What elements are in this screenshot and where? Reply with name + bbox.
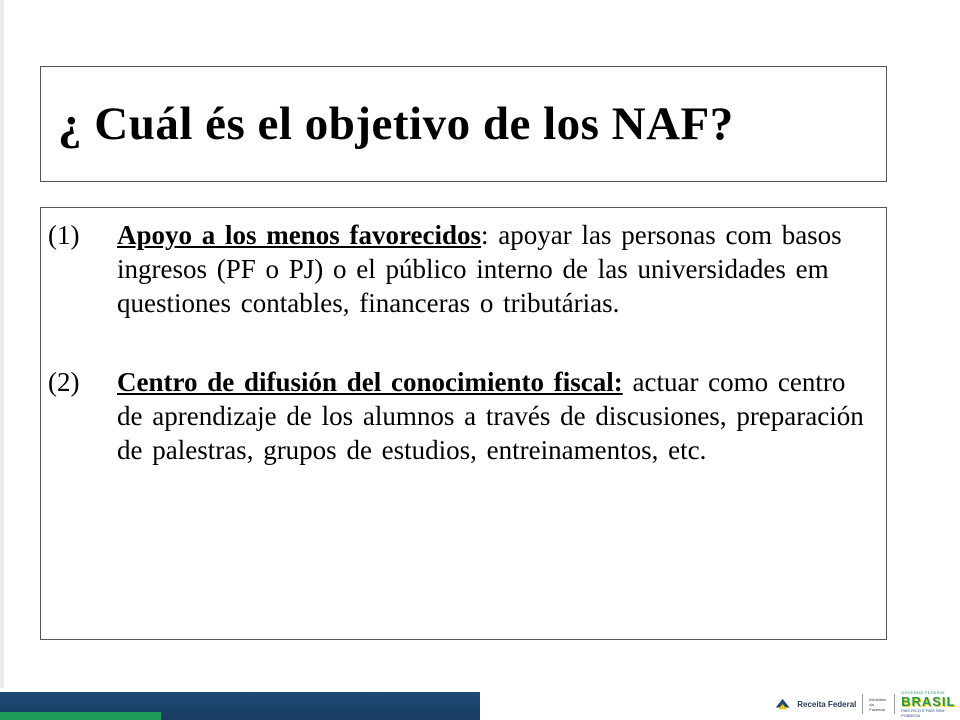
list-item-2: [48, 365, 866, 467]
content-box: [40, 207, 887, 640]
item-text: [117, 365, 866, 467]
slide-title: ¿ Cuál és el objetivo de los NAF?: [58, 98, 734, 150]
ministerio-label: Ministério da Fazenda: [869, 696, 887, 712]
logo-divider: [894, 694, 895, 714]
item-description: apoyar las personas com basos ingresos (PF o PJ) o el público interno de las universidades em questiones contables, financeras o tributárias.: [117, 220, 842, 318]
logo-divider: [862, 694, 863, 714]
receita-federal-label: Receita Federal: [797, 699, 857, 709]
item-lead: Centro de difusión del conocimiento fiscal:: [117, 367, 623, 397]
item-lead: Apoyo a los menos favorecidos: [117, 220, 482, 250]
list-item-1: [48, 218, 866, 320]
gov-top-label: GOVERNO FEDERAL: [901, 690, 946, 695]
gov-main-label: BRASIL: [901, 694, 956, 709]
item-number: (2): [48, 367, 80, 397]
item-separator: :: [481, 220, 489, 250]
footer-logos: [774, 690, 956, 718]
title-box: [40, 66, 887, 182]
footer-green-band: [0, 712, 161, 720]
gov-sub-label: PAÍS RICO É PAÍS SEM POBREZA: [901, 708, 945, 718]
governo-brasil-logo: [901, 690, 956, 718]
receita-federal-logo-icon: [774, 694, 791, 714]
item-number: (1): [48, 220, 80, 250]
slide-edge: [0, 0, 4, 688]
item-text: [117, 218, 866, 320]
item-description: actuar como centro de aprendizaje de los alumnos a través de discusiones, preparación de palestras, grupos de estudios, entreinamentos, etc.: [117, 367, 864, 465]
